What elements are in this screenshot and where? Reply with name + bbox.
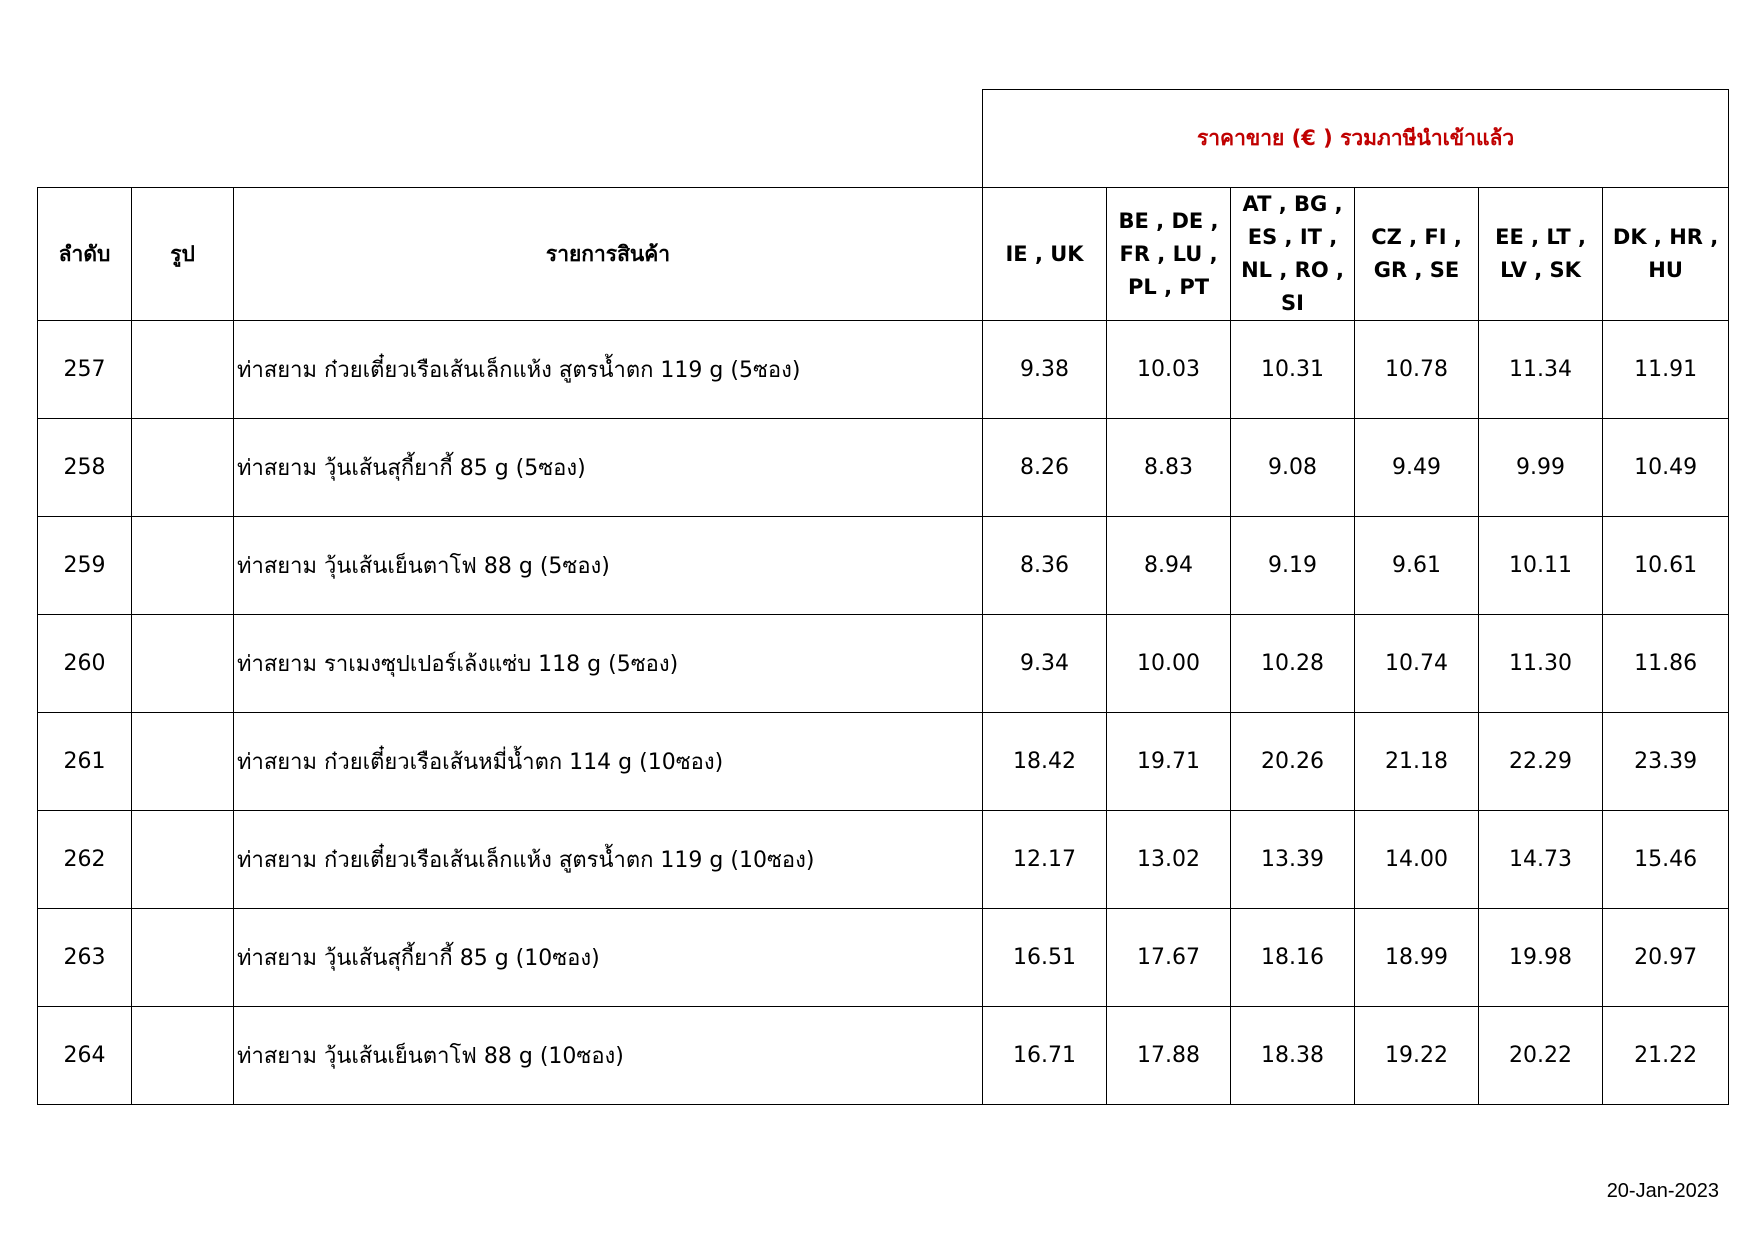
row-number: 263: [38, 909, 132, 1007]
header-region: IE , UK: [983, 188, 1107, 321]
price-cell: 13.39: [1231, 811, 1355, 909]
table-row: [38, 321, 1729, 419]
price-cell: 11.91: [1603, 321, 1729, 419]
price-cell: 23.39: [1603, 713, 1729, 811]
price-cell: 17.88: [1107, 1007, 1231, 1105]
price-cell: 9.49: [1355, 419, 1479, 517]
table-body: [38, 321, 1729, 1105]
price-cell: 10.11: [1479, 517, 1603, 615]
price-cell: 18.38: [1231, 1007, 1355, 1105]
table-row: [38, 811, 1729, 909]
table-row: [38, 909, 1729, 1007]
price-cell: 9.08: [1231, 419, 1355, 517]
row-number: 258: [38, 419, 132, 517]
price-cell: 19.98: [1479, 909, 1603, 1007]
row-number: 261: [38, 713, 132, 811]
footer-date: 20-Jan-2023: [1606, 1180, 1719, 1202]
row-number: 262: [38, 811, 132, 909]
row-number: 260: [38, 615, 132, 713]
header-image: รูป: [132, 188, 234, 321]
row-number: 257: [38, 321, 132, 419]
table-row: [38, 517, 1729, 615]
price-cell: 18.16: [1231, 909, 1355, 1007]
header-region: EE , LT , LV , SK: [1479, 188, 1603, 321]
price-cell: 9.99: [1479, 419, 1603, 517]
product-image-cell: [132, 615, 234, 713]
price-cell: 9.34: [983, 615, 1107, 713]
product-name: ท่าสยาม วุ้นเส้นสุกี้ยากี้ 85 g (5ซอง): [234, 419, 983, 517]
price-cell: 8.26: [983, 419, 1107, 517]
price-cell: 16.51: [983, 909, 1107, 1007]
product-image-cell: [132, 713, 234, 811]
header-region: BE , DE , FR , LU , PL , PT: [1107, 188, 1231, 321]
price-cell: 21.22: [1603, 1007, 1729, 1105]
price-cell: 17.67: [1107, 909, 1231, 1007]
price-cell: 19.71: [1107, 713, 1231, 811]
price-cell: 9.19: [1231, 517, 1355, 615]
price-cell: 8.36: [983, 517, 1107, 615]
header-spacer: [38, 90, 983, 188]
price-cell: 22.29: [1479, 713, 1603, 811]
price-cell: 10.49: [1603, 419, 1729, 517]
price-cell: 10.03: [1107, 321, 1231, 419]
table-row: [38, 1007, 1729, 1105]
header-index: ลำดับ: [38, 188, 132, 321]
product-name: ท่าสยาม วุ้นเส้นสุกี้ยากี้ 85 g (10ซอง): [234, 909, 983, 1007]
row-number: 259: [38, 517, 132, 615]
price-cell: 18.99: [1355, 909, 1479, 1007]
product-name: ท่าสยาม ก๋วยเตี๋ยวเรือเส้นหมี่น้ำตก 114 g (10ซอง): [234, 713, 983, 811]
header-region: DK , HR , HU: [1603, 188, 1729, 321]
price-cell: 13.02: [1107, 811, 1231, 909]
table-row: [38, 615, 1729, 713]
price-cell: 9.38: [983, 321, 1107, 419]
product-name: ท่าสยาม วุ้นเส้นเย็นตาโฟ 88 g (10ซอง): [234, 1007, 983, 1105]
product-image-cell: [132, 419, 234, 517]
price-cell: 14.00: [1355, 811, 1479, 909]
table-row: [38, 419, 1729, 517]
product-name: ท่าสยาม วุ้นเส้นเย็นตาโฟ 88 g (5ซอง): [234, 517, 983, 615]
price-cell: 19.22: [1355, 1007, 1479, 1105]
price-cell: 14.73: [1479, 811, 1603, 909]
price-cell: 20.26: [1231, 713, 1355, 811]
price-cell: 11.86: [1603, 615, 1729, 713]
table-row: [38, 713, 1729, 811]
price-cell: 18.42: [983, 713, 1107, 811]
row-number: 264: [38, 1007, 132, 1105]
price-cell: 11.30: [1479, 615, 1603, 713]
price-table: [37, 89, 1729, 1105]
price-cell: 10.31: [1231, 321, 1355, 419]
price-cell: 12.17: [983, 811, 1107, 909]
product-name: ท่าสยาม ราเมงซุปเปอร์เล้งแซ่บ 118 g (5ซอง): [234, 615, 983, 713]
product-image-cell: [132, 321, 234, 419]
product-name: ท่าสยาม ก๋วยเตี๋ยวเรือเส้นเล็กแห้ง สูตรน้ำตก 119 g (5ซอง): [234, 321, 983, 419]
price-cell: 10.74: [1355, 615, 1479, 713]
product-image-cell: [132, 909, 234, 1007]
product-image-cell: [132, 1007, 234, 1105]
product-image-cell: [132, 811, 234, 909]
header-region: CZ , FI , GR , SE: [1355, 188, 1479, 321]
price-cell: 16.71: [983, 1007, 1107, 1105]
header-product: รายการสินค้า: [234, 188, 983, 321]
product-image-cell: [132, 517, 234, 615]
price-cell: 11.34: [1479, 321, 1603, 419]
price-cell: 9.61: [1355, 517, 1479, 615]
price-cell: 10.00: [1107, 615, 1231, 713]
price-cell: 21.18: [1355, 713, 1479, 811]
header-region: AT , BG , ES , IT , NL , RO , SI: [1231, 188, 1355, 321]
price-cell: 20.22: [1479, 1007, 1603, 1105]
price-group-title: ราคาขาย (€ ) รวมภาษีนำเข้าแล้ว: [983, 90, 1729, 188]
price-cell: 20.97: [1603, 909, 1729, 1007]
price-cell: 10.61: [1603, 517, 1729, 615]
price-cell: 15.46: [1603, 811, 1729, 909]
price-cell: 10.78: [1355, 321, 1479, 419]
column-header-row: [38, 188, 1729, 321]
price-cell: 8.83: [1107, 419, 1231, 517]
price-cell: 8.94: [1107, 517, 1231, 615]
product-name: ท่าสยาม ก๋วยเตี๋ยวเรือเส้นเล็กแห้ง สูตรน้ำตก 119 g (10ซอง): [234, 811, 983, 909]
price-cell: 10.28: [1231, 615, 1355, 713]
